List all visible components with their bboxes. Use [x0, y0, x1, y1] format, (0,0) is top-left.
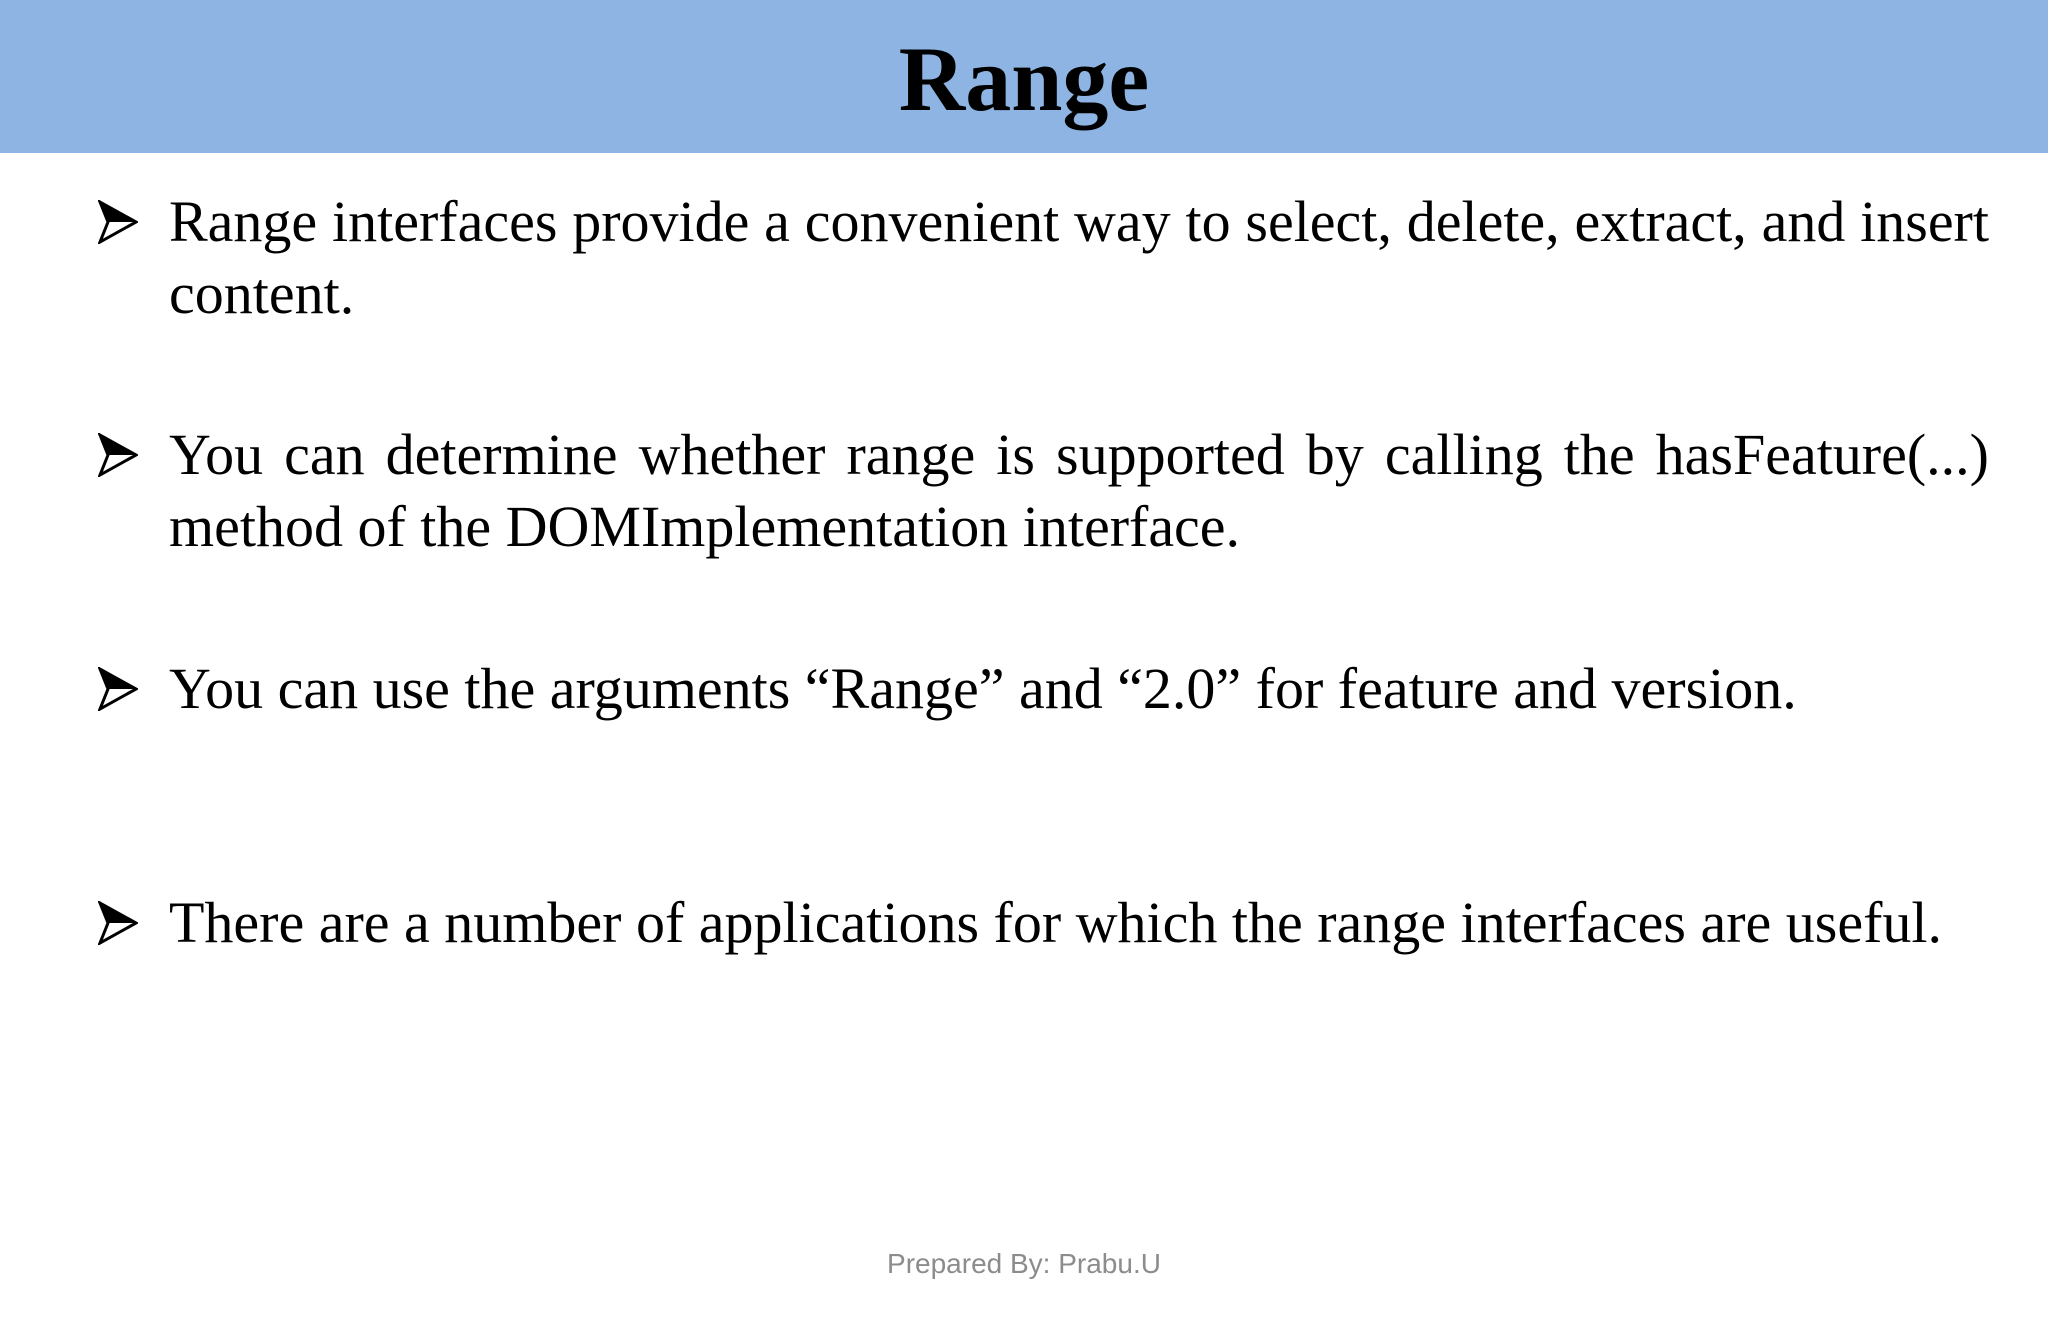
arrowhead-bullet-icon: [98, 667, 138, 711]
bullet-text: Range interfaces provide a convenient way to select, delete, extract, and insert content.: [169, 189, 1989, 326]
bullet-text: There are a number of applications for which the range interfaces are useful.: [169, 890, 1942, 955]
bullet-text: You can determine whether range is supported by calling the hasFeature(...) method of the DOMImplementation interface.: [169, 422, 1989, 559]
title-bar: [0, 0, 2048, 153]
arrowhead-bullet-icon: [98, 433, 138, 477]
arrowhead-bullet-icon: [98, 901, 138, 945]
slide-title: Range: [898, 27, 1150, 130]
arrowhead-bullet-icon: [98, 200, 138, 244]
bullet-text: You can use the arguments “Range” and “2.0” for feature and version.: [169, 656, 1797, 721]
footer-credit: Prepared By: Prabu.U: [887, 1248, 1161, 1279]
